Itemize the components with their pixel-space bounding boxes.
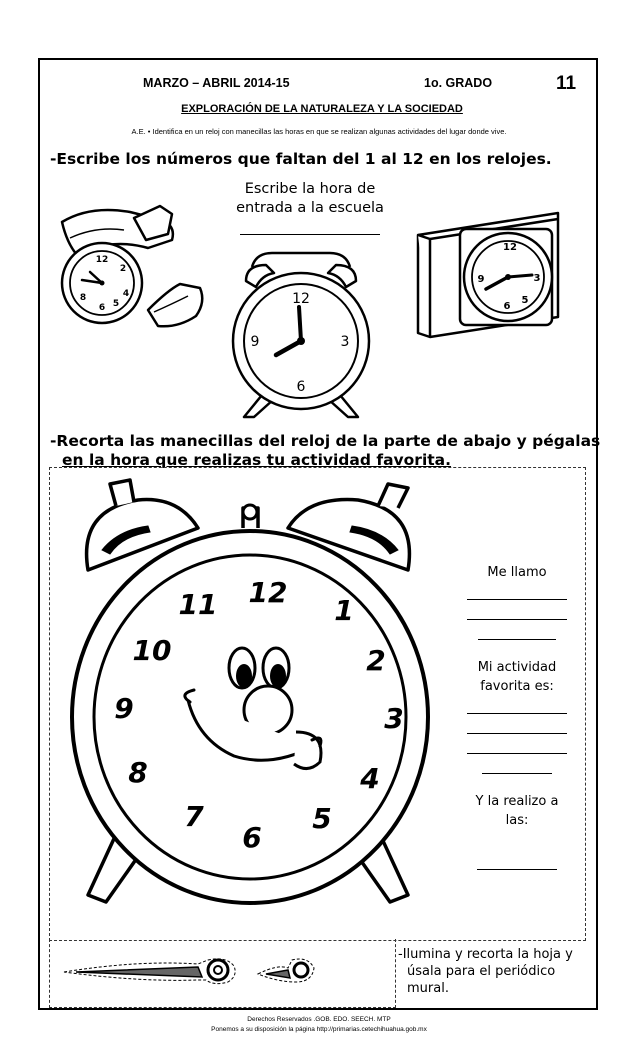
footer-line2: Ponemos a su disposición la página http://primarias.cetechihuahua.gob.mx: [211, 1026, 427, 1033]
big-clock-number-7: 7: [184, 800, 204, 833]
desk-clock-illustration: [410, 205, 562, 345]
activity-label-line1: Mi actividad: [477, 660, 557, 675]
big-clock-number-5: 5: [312, 802, 332, 835]
wristwatch-number-4: 4: [122, 289, 130, 299]
desk-clock-number-12: 12: [503, 242, 517, 253]
entry-time-note-line1: Escribe la hora de: [244, 181, 376, 197]
activity-blank-1[interactable]: [467, 696, 567, 714]
big-clock-number-2: 2: [366, 644, 386, 677]
learning-goal: A.E. • Identifica en un reloj con manecillas las horas en que se realizan algunas actividades del lugar donde vive.: [131, 127, 507, 136]
name-blank-3[interactable]: [478, 622, 556, 640]
wristwatch-number-12: 12: [95, 255, 109, 265]
side-panel: [462, 563, 572, 872]
entry-time-note-line2: entrada a la escuela: [236, 200, 384, 216]
alarm-clock-number-3: 3: [340, 334, 350, 350]
clock-hands-cutout: [58, 952, 388, 992]
short-clock-hand[interactable]: [258, 959, 314, 982]
wristwatch-number-8: 8: [79, 293, 87, 303]
desk-clock-number-6: 6: [503, 301, 511, 312]
alarm-clock-number-12: 12: [292, 291, 310, 307]
wristwatch-number-5: 5: [112, 299, 120, 309]
activity-blank-3[interactable]: [467, 736, 567, 754]
instruction-cut-hands-line2: en la hora que realizas tu actividad favorita.: [62, 451, 452, 469]
wristwatch-illustration: [50, 200, 210, 335]
bottom-note-line1: -Ilumina y recorta la hoja y: [398, 947, 573, 962]
bottom-note-line3: mural.: [407, 981, 449, 996]
big-clock-number-10: 10: [132, 634, 172, 667]
footer-line1: Derechos Reservados .GOB. EDO. SEECH. MTP: [247, 1016, 391, 1023]
big-clock-number-6: 6: [242, 821, 262, 854]
big-clock-number-8: 8: [128, 756, 148, 789]
big-clock-number-9: 9: [114, 692, 134, 725]
bottom-note: [398, 946, 573, 997]
time-label-line2: las:: [505, 813, 529, 828]
bottom-note-line2: úsala para el periódico: [407, 964, 556, 979]
desk-clock-number-5: 5: [521, 295, 529, 306]
big-clock-number-3: 3: [384, 702, 404, 735]
alarm-clock-number-9: 9: [250, 334, 260, 350]
big-clock-number-4: 4: [360, 762, 380, 795]
entry-time-blank[interactable]: [240, 234, 380, 235]
big-clock-number-11: 11: [178, 588, 218, 621]
page-number: 11: [556, 73, 577, 94]
subject-title: EXPLORACIÓN DE LA NATURALEZA Y LA SOCIEDAD: [181, 103, 463, 115]
wristwatch-number-6: 6: [98, 303, 106, 313]
activity-blank-4[interactable]: [482, 756, 552, 774]
activity-blank-2[interactable]: [467, 716, 567, 734]
name-label: Me llamo: [487, 565, 547, 580]
long-clock-hand[interactable]: [64, 959, 235, 984]
alarm-clock-illustration: [222, 245, 380, 425]
desk-clock-number-3: 3: [533, 273, 541, 284]
name-blank-1[interactable]: [467, 582, 567, 600]
big-clock-number-12: 12: [248, 576, 288, 609]
desk-clock-number-9: 9: [477, 274, 485, 285]
name-blank-2[interactable]: [467, 602, 567, 620]
period-label: MARZO – ABRIL 2014-15: [143, 76, 290, 90]
instruction-missing-numbers: -Escribe los números que faltan del 1 al 12 en los relojes.: [50, 150, 552, 168]
wristwatch-number-2: 2: [119, 264, 127, 274]
time-label-line1: Y la realizo a: [475, 794, 559, 809]
alarm-clock-number-6: 6: [296, 379, 306, 395]
entry-time-note: [210, 180, 410, 218]
big-clock-number-1: 1: [334, 594, 354, 627]
big-alarm-clock: [58, 470, 458, 920]
activity-label-line2: favorita es:: [480, 679, 554, 694]
time-blank[interactable]: [477, 852, 557, 870]
grade-label: 1o. GRADO: [424, 76, 493, 90]
instruction-cut-hands-line1: -Recorta las manecillas del reloj de la parte de abajo y pégalas: [50, 432, 601, 450]
